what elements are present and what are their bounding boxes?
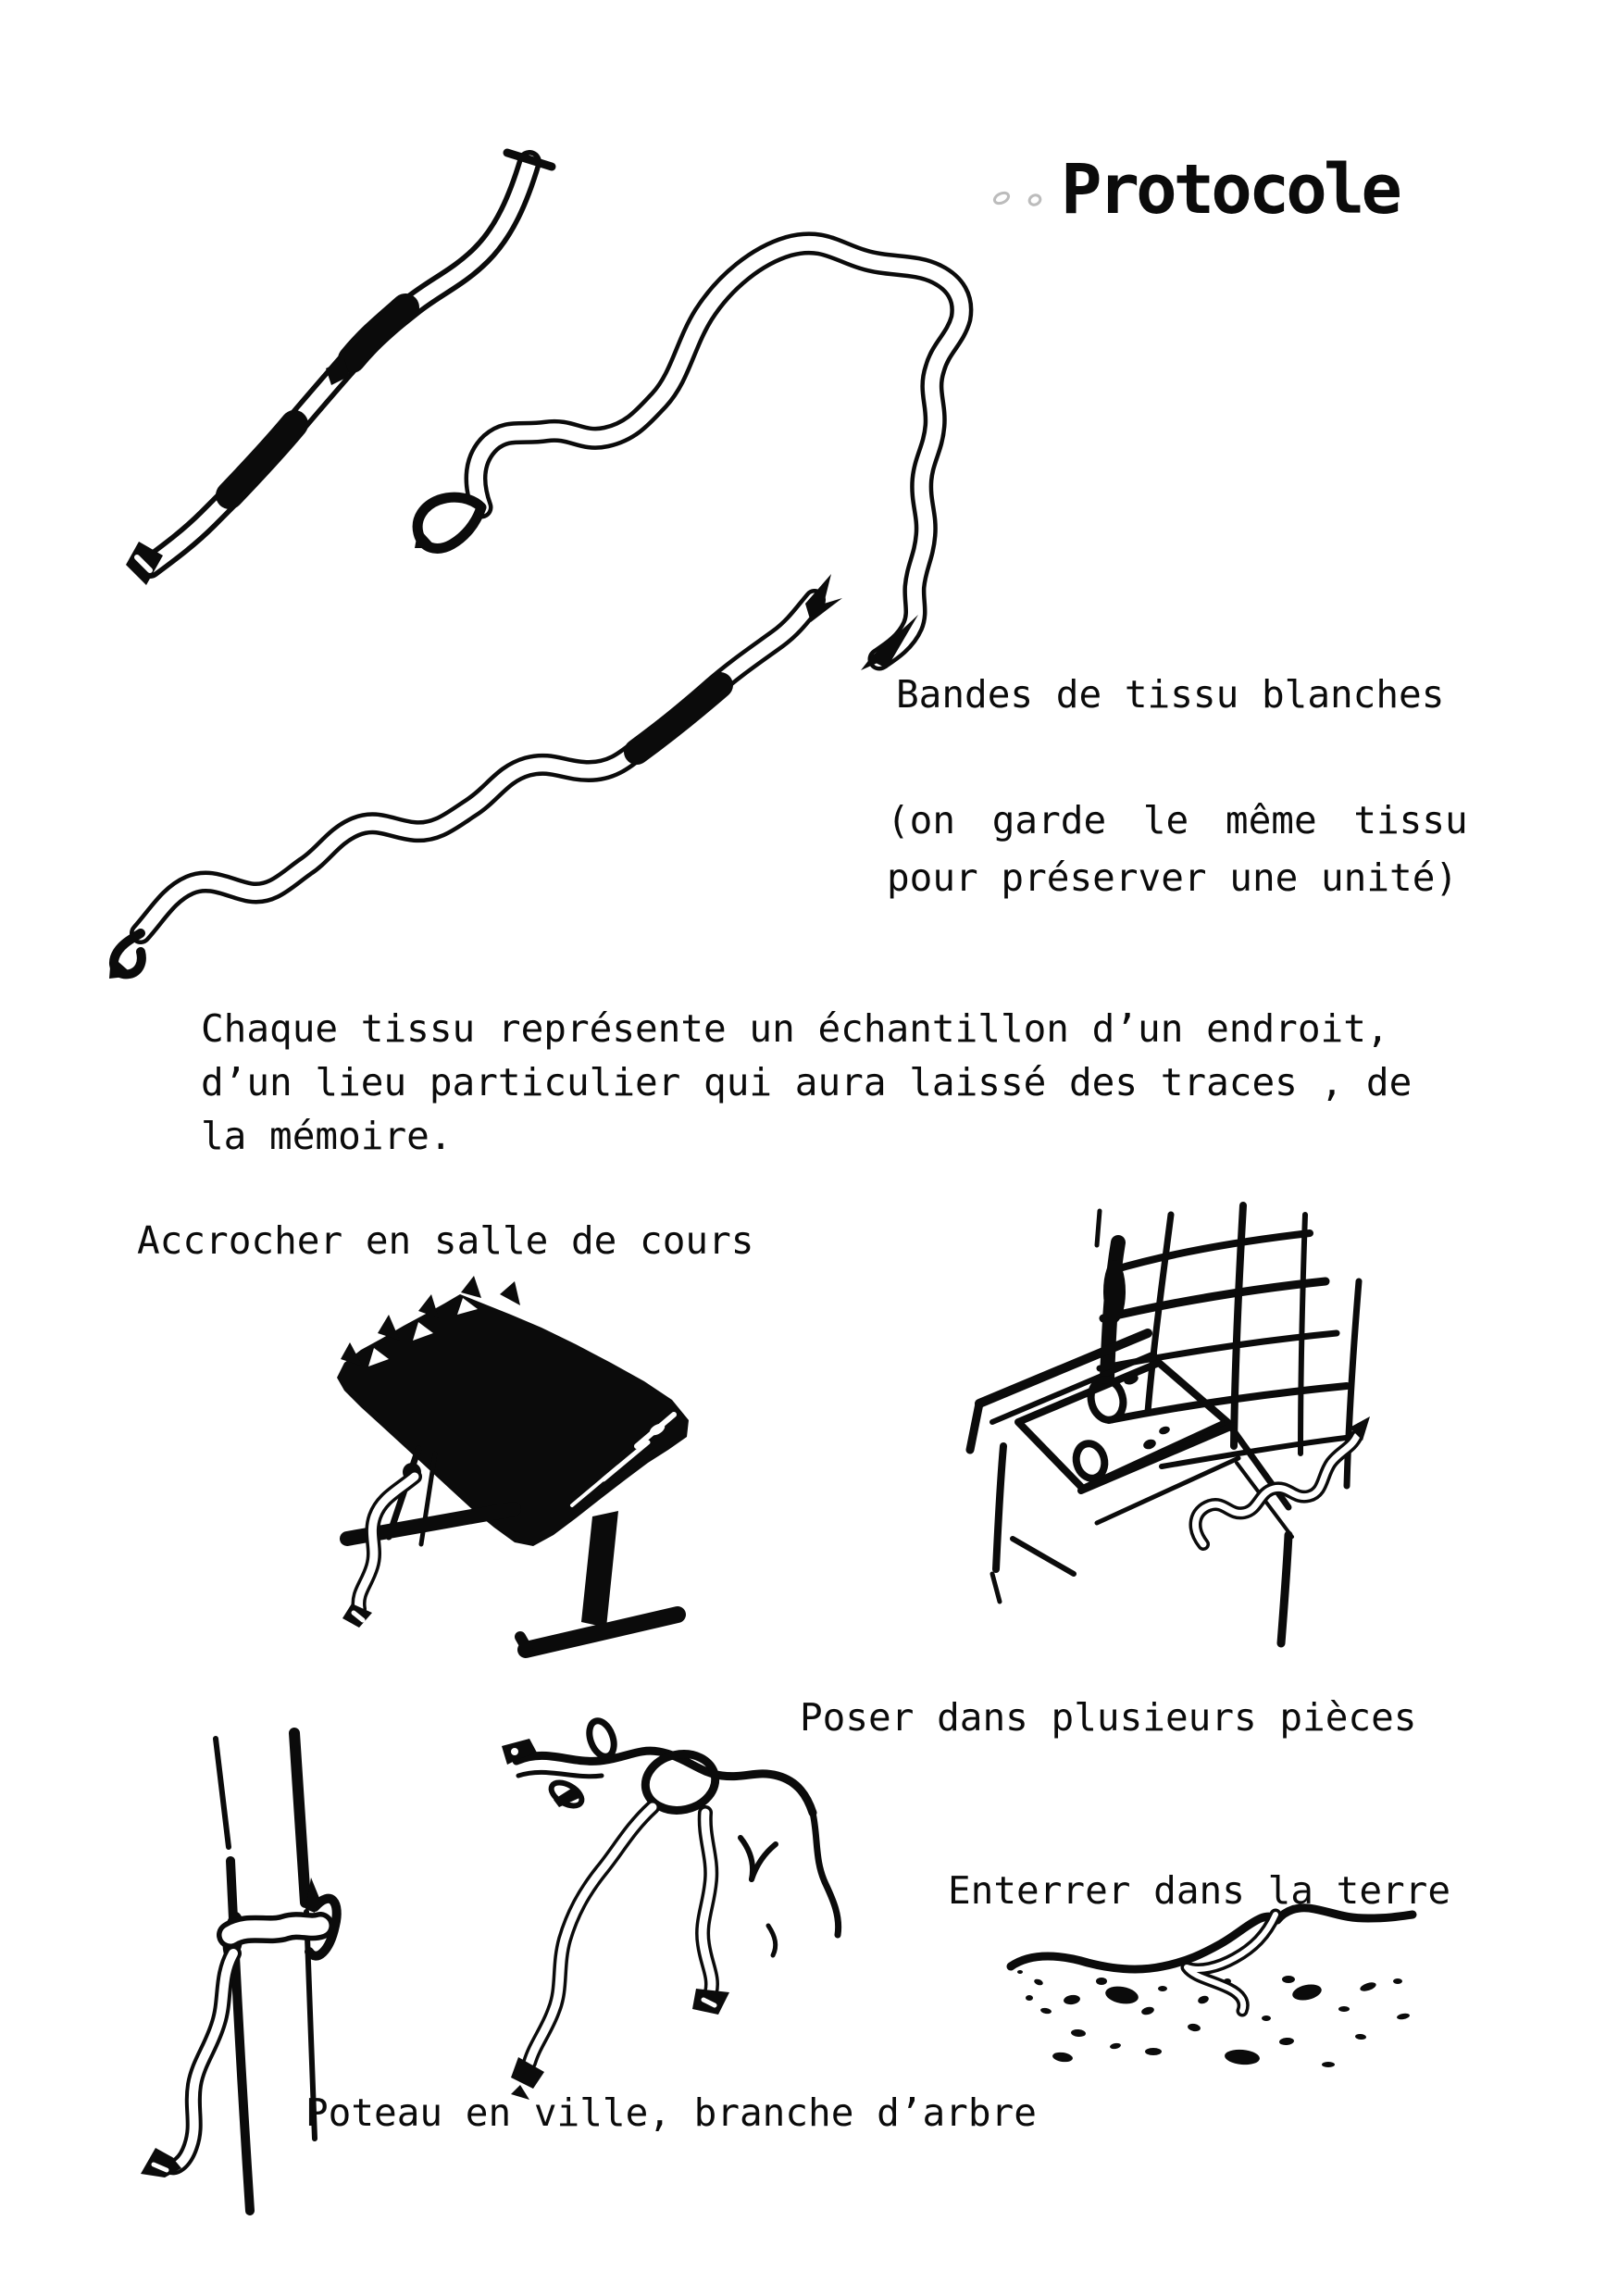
label-parenthetical-line2: pour préserver une unité) xyxy=(887,855,1459,900)
branch-illustration xyxy=(502,1717,839,2100)
paragraph-line3: la mémoire. xyxy=(201,1114,453,1158)
label-accrocher: Accrocher en salle de cours xyxy=(137,1218,754,1263)
label-parenthetical-line1: (on garde le même tissu xyxy=(887,798,1468,842)
fabric-strip-2 xyxy=(415,243,962,670)
fabric-strips-illustration xyxy=(109,153,962,979)
machine-body xyxy=(970,1333,1292,1643)
paragraph-memoire xyxy=(201,1002,1412,1163)
table-illustration xyxy=(337,1276,689,1650)
page-title: Protocole xyxy=(1061,150,1399,230)
label-poteau: Poteau en ville, branche d’arbre xyxy=(305,2090,1037,2135)
faint-specks xyxy=(993,191,1042,206)
label-bandes: Bandes de tissu blanches xyxy=(896,672,1445,717)
label-poser: Poser dans plusieurs pièces xyxy=(800,1695,1417,1740)
pole-illustration xyxy=(141,1733,337,2211)
soil-illustration xyxy=(1011,1908,1413,2067)
fabric-strip-3 xyxy=(109,574,842,979)
fabric-strip-1 xyxy=(126,153,552,585)
label-enterrer: Enterrer dans la terre xyxy=(948,1868,1451,1913)
tiled-wall xyxy=(1097,1205,1359,1486)
label-parenthetical xyxy=(887,792,1468,906)
paragraph-line2: d’un lieu particulier qui aura laissé des traces , de xyxy=(201,1060,1413,1104)
washing-machine-illustration xyxy=(970,1205,1370,1643)
paragraph-line1: Chaque tissu représente un échantillon d’un endroit, xyxy=(201,1006,1389,1051)
